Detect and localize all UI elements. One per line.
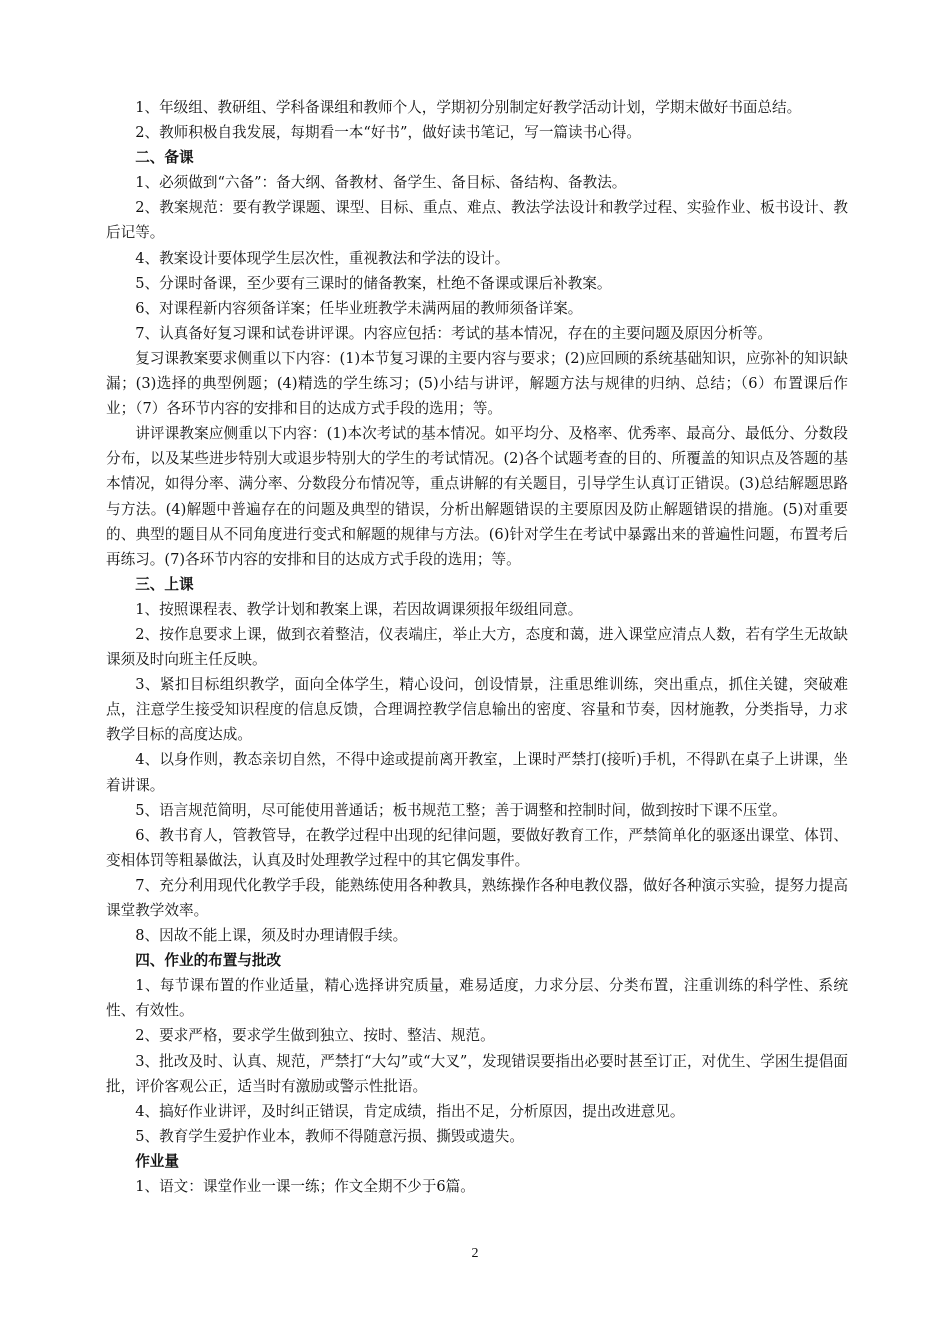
- body-paragraph: 8、因故不能上课，须及时办理请假手续。: [135, 927, 408, 945]
- document-body: [106, 95, 848, 1199]
- page-number: 2: [471, 1246, 479, 1261]
- body-paragraph: 5、语言规范简明，尽可能使用普通话；板书规范工整；善于调整和控制时间，做到按时下课不压堂。: [135, 801, 787, 819]
- body-paragraph: 4、以身作则，教态亲切自然，不得中途或提前离开教室，上课时严禁打(接听)手机，不得趴在桌子上讲课，坐着讲课。: [106, 751, 848, 794]
- body-paragraph: 讲评课教案应侧重以下内容：(1)本次考试的基本情况。如平均分、及格率、优秀率、最高分、最低分、分数段分布，以及某些进步特别大或退步特别大的学生的考试情况。(2)各个试题考查的目的、所覆盖的知识点及答题的基本情况，如得分率、满分率、分数段分布情况等，重点讲解的有关题目，引导学生认真订正错误。(3)总结解题思路与方法。(4)解题中普遍存在的问题及典型的错误，分析出解题错误的主要原因及防止解题错误的措施。(5)对重要的、典型的题目从不同角度进行变式和解题的规律与方法。(6)针对学生在考试中暴露出来的普遍性问题，布置考后再练习。(7)各环节内容的安排和目的达成方式手段的选用；等。: [106, 425, 848, 568]
- section-heading: 作业量: [135, 1152, 179, 1170]
- body-paragraph: 6、对课程新内容须备详案；任毕业班教学未满两届的教师须备详案。: [135, 299, 583, 317]
- body-paragraph: 1、每节课布置的作业适量，精心选择讲究质量，难易适度，力求分层、分类布置，注重训练的科学性、系统性、有效性。: [106, 977, 848, 1020]
- body-paragraph: 5、分课时备课，至少要有三课时的储备教案，杜绝不备课或课后补教案。: [135, 274, 612, 292]
- section-heading: 四、作业的布置与批改: [135, 952, 282, 970]
- body-paragraph: 6、教书育人，管教管导，在教学过程中出现的纪律问题，要做好教育工作，严禁简单化的驱逐出课堂、体罚、变相体罚等粗暴做法，认真及时处理教学过程中的其它偶发事件。: [106, 826, 848, 869]
- body-paragraph: 7、充分利用现代化教学手段，能熟练使用各种教具，熟练操作各种电教仪器，做好各种演示实验，提努力提高课堂教学效率。: [106, 876, 848, 919]
- section-heading: 三、上课: [135, 575, 194, 593]
- body-paragraph: 1、按照课程表、教学计划和教案上课，若因故调课须报年级组同意。: [135, 600, 583, 618]
- body-paragraph: 2、教师积极自我发展，每期看一本“好书”，做好读书笔记，写一篇读书心得。: [135, 124, 641, 142]
- body-paragraph: 复习课教案要求侧重以下内容：(1)本节复习课的主要内容与要求；(2)应回顾的系统基础知识，应弥补的知识缺漏；(3)选择的典型例题；(4)精选的学生练习；(5)小结与讲评，解题方法与规律的归纳、总结；（6）布置课后作业；（7）各环节内容的安排和目的达成方式手段的选用；等。: [106, 349, 848, 418]
- body-paragraph: 3、批改及时、认真、规范，严禁打“大勾”或“大叉”，发现错误要指出必要时甚至订正，对优生、学困生提倡面批，评价客观公正，适当时有激励或警示性批语。: [106, 1052, 848, 1095]
- body-paragraph: 4、搞好作业讲评，及时纠正错误，肯定成绩，指出不足，分析原因，提出改进意见。: [135, 1102, 685, 1120]
- section-heading: 二、备课: [135, 149, 194, 167]
- body-paragraph: 3、紧扣目标组织教学，面向全体学生，精心设问，创设情景，注重思维训练，突出重点，抓住关键，突破难点，注意学生接受知识程度的信息反馈，合理调控教学信息输出的密度、容量和节奏，因材施教，分类指导，力求教学目标的高度达成。: [106, 676, 848, 744]
- body-paragraph: 1、必须做到“六备”：备大纲、备教材、备学生、备目标、备结构、备教法。: [135, 174, 627, 192]
- body-paragraph: 2、教案规范：要有教学课题、课型、目标、重点、难点、教法学法设计和教学过程、实验作业、板书设计、教后记等。: [106, 199, 848, 242]
- body-paragraph: 4、教案设计要体现学生层次性，重视教法和学法的设计。: [135, 249, 510, 267]
- body-paragraph: 1、年级组、教研组、学科备课组和教师个人，学期初分别制定好教学活动计划，学期末做好书面总结。: [135, 99, 802, 116]
- body-paragraph: 2、按作息要求上课，做到衣着整洁，仪表端庄，举止大方，态度和蔼，进入课堂应清点人数，若有学生无故缺课须及时向班主任反映。: [106, 625, 848, 669]
- body-paragraph: 7、认真备好复习课和试卷讲评课。内容应包括：考试的基本情况，存在的主要问题及原因分析等。: [135, 324, 773, 342]
- body-paragraph: 2、要求严格，要求学生做到独立、按时、整洁、规范。: [135, 1027, 495, 1045]
- body-paragraph: 1、语文：课堂作业一课一练；作文全期不少于6篇。: [135, 1178, 475, 1196]
- body-paragraph: 5、教育学生爱护作业本，教师不得随意污损、撕毁或遗失。: [135, 1127, 524, 1145]
